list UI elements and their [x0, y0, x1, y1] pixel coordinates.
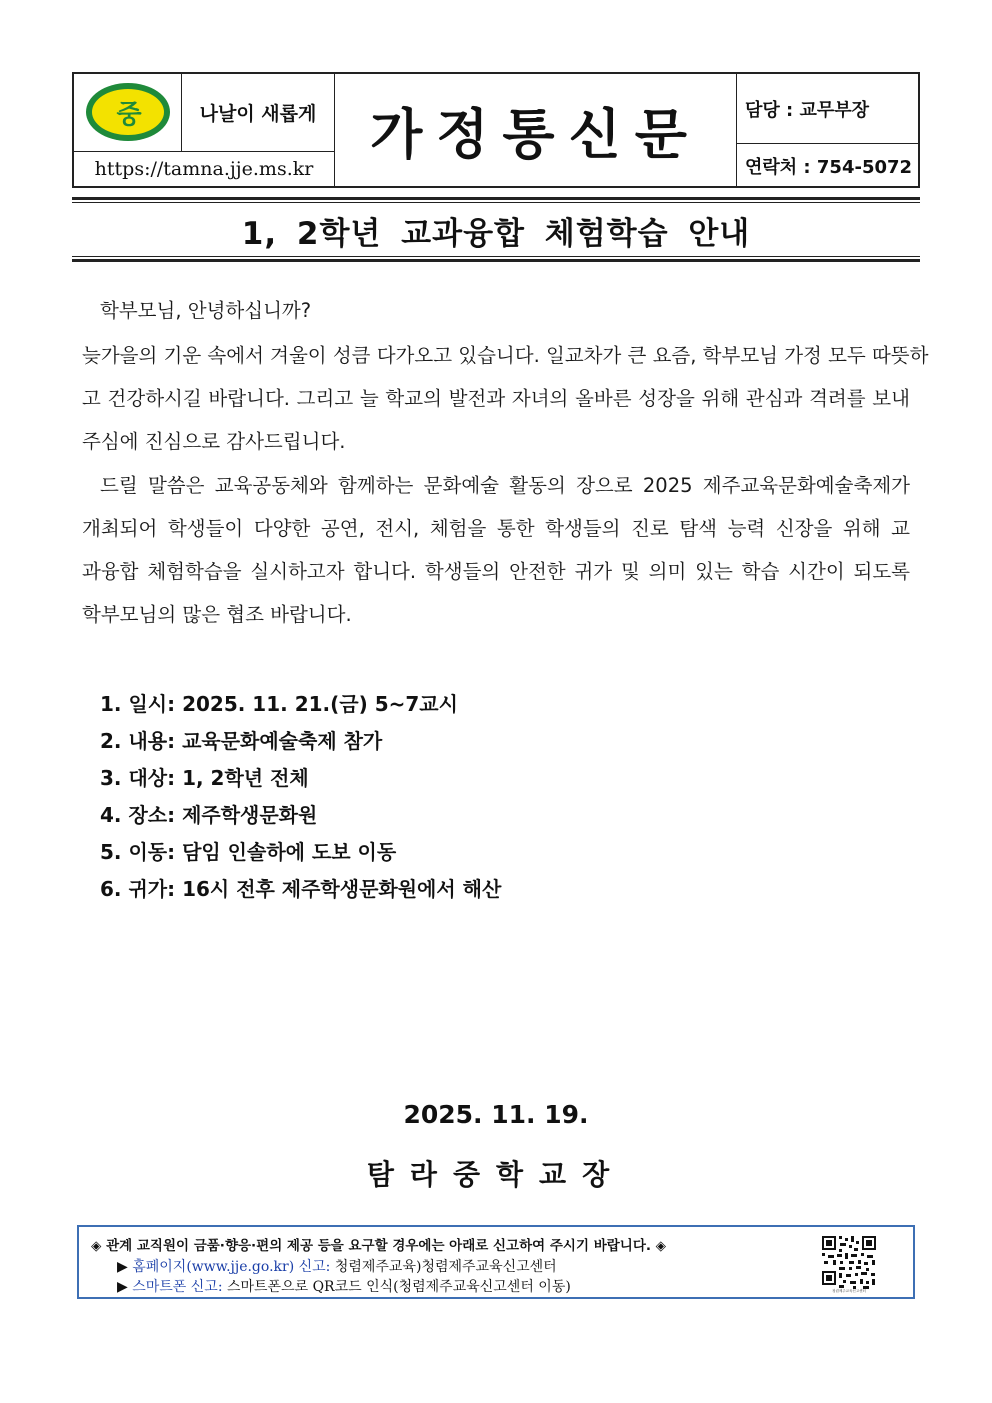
greeting-line: 학부모님, 안녕하십니까? [100, 299, 312, 322]
homepage-report-line: ▶ 홈페이지(www.jje.go.kr) 신고: 청렴제주교육)청렴제주교육신고센터 [117, 1259, 557, 1275]
qr-code-icon[interactable] [819, 1233, 879, 1293]
logo-text: 중 [116, 99, 140, 130]
school-motto: 나날이 새롭게 [182, 74, 335, 152]
logo-cell [74, 74, 182, 152]
homepage-report-link[interactable]: 홈페이지(www.jje.go.kr) 신고: [132, 1259, 331, 1275]
smartphone-report-line: ▶ 스마트폰 신고: 스마트폰으로 QR코드 인식(청렴제주교육신고센터 이동) [117, 1279, 571, 1295]
detail-item-return: 6. 귀가: 16시 전후 제주학생문화원에서 해산 [100, 877, 502, 901]
detail-item-transport: 5. 이동: 담임 인솔하에 도보 이동 [100, 840, 397, 864]
body-line: 드릴 말씀은 교육공동체와 함께하는 문화예술 활동의 장으로 2025 제주교육문화예술축제가 [100, 474, 910, 497]
body-line: 학부모님의 많은 협조 바랍니다. [82, 603, 352, 626]
smartphone-report-link[interactable]: 스마트폰 신고: [132, 1279, 223, 1295]
contact-info: 연락처 : 754-5072 [745, 157, 913, 178]
detail-item-content: 2. 내용: 교육문화예술축제 참가 [100, 729, 383, 753]
principal-signature: 탐라중학교장 [366, 1158, 626, 1191]
body-line: 과융합 체험학습을 실시하고자 합니다. 학생들의 안전한 귀가 및 의미 있는 학습 시간이 되도록 [82, 560, 910, 583]
detail-item-date: 1. 일시: 2025. 11. 21.(금) 5~7교시 [100, 692, 458, 716]
body-line: 늦가을의 기운 속에서 겨울이 성큼 다가오고 있습니다. 일교차가 큰 요즘, 학부모님 가정 모두 따뜻하 [82, 344, 929, 367]
subject-title: 1, 2학년 교과융합 체험학습 안내 [241, 215, 751, 252]
divider [72, 256, 920, 257]
letterhead [72, 72, 920, 188]
body-line: 주심에 진심으로 감사드립니다. [82, 430, 346, 453]
detail-item-place: 4. 장소: 제주학생문화원 [100, 803, 318, 827]
issue-date: 2025. 11. 19. [403, 1100, 589, 1129]
manager-info: 담당 : 교무부장 [737, 74, 918, 144]
notice-text: ◈ 관계 교직원이 금품·향응·편의 제공 등을 요구할 경우에는 아래로 신고하여 주시기 바랍니다. ◈ [91, 1238, 667, 1254]
school-logo-icon [86, 83, 170, 141]
document-title: 가정통신문 [335, 74, 737, 186]
body-line: 개최되어 학생들이 다양한 공연, 전시, 체험을 통한 학생들의 진로 탐색 능력 신장을 위해 교 [82, 517, 910, 540]
divider [72, 197, 920, 200]
school-url[interactable]: https://tamna.jje.ms.kr [74, 152, 335, 186]
divider [72, 259, 920, 262]
detail-item-target: 3. 대상: 1, 2학년 전체 [100, 766, 309, 790]
qr-caption: 청렴제주교육신고센터 [832, 1289, 866, 1293]
body-line: 고 건강하시길 바랍니다. 그리고 늘 학교의 발전과 자녀의 올바른 성장을 위해 관심과 격려를 보내 [82, 387, 910, 410]
report-notice-box [77, 1225, 915, 1299]
divider [72, 202, 920, 203]
